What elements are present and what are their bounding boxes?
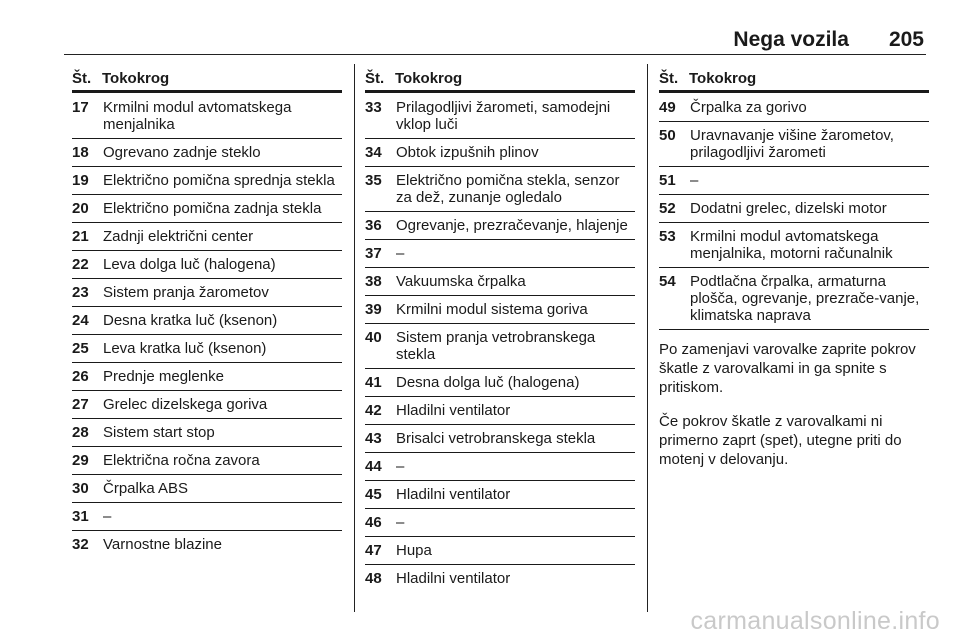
fuse-list <box>659 93 929 330</box>
fuse-number: 23 <box>72 284 89 301</box>
fuse-table-column-3 <box>659 66 929 484</box>
column-divider <box>354 64 355 612</box>
circuit-name: Sistem start stop <box>103 424 215 441</box>
section-title: Nega vozila <box>733 28 849 51</box>
table-row <box>659 195 929 223</box>
circuit-name: Leva kratka luč (ksenon) <box>103 340 267 357</box>
table-row <box>72 223 342 251</box>
circuit-name: – <box>396 245 405 262</box>
table-row <box>365 296 635 324</box>
circuit-name: Električno pomična sprednja stekla <box>103 172 335 189</box>
table-row <box>72 503 342 531</box>
page-number: 205 <box>888 28 924 51</box>
table-header <box>365 66 635 93</box>
header-num: Št. <box>72 69 92 87</box>
circuit-name: Hupa <box>396 542 432 559</box>
circuit-name: Varnostne blazine <box>103 536 222 553</box>
table-row <box>365 565 635 592</box>
fuse-number: 50 <box>659 127 676 144</box>
fuse-number: 21 <box>72 228 89 245</box>
table-row <box>72 419 342 447</box>
circuit-name: Črpalka ABS <box>103 480 189 497</box>
fuse-list <box>365 93 635 592</box>
circuit-name: Električno pomična zadnja stekla <box>103 200 322 217</box>
fuse-table-column-2 <box>365 66 635 592</box>
header-num: Št. <box>365 69 385 87</box>
fuse-number: 25 <box>72 340 89 357</box>
fuse-number: 46 <box>365 514 382 531</box>
fuse-number: 53 <box>659 228 676 245</box>
table-header <box>72 66 342 93</box>
fuse-number: 30 <box>72 480 89 497</box>
fuse-number: 32 <box>72 536 89 553</box>
table-row <box>72 307 342 335</box>
circuit-name: Krmilni modul sistema goriva <box>396 301 588 318</box>
circuit-name: Ogrevanje, prezračevanje, hlajenje <box>396 217 628 234</box>
table-row <box>365 268 635 296</box>
circuit-name: – <box>690 172 699 189</box>
warning-paragraph: Če pokrov škatle z varovalkami ni primerno zaprt (spet), utegne priti do motenj v delovanju. <box>659 413 902 468</box>
circuit-name: Ogrevano zadnje steklo <box>103 144 261 161</box>
table-row <box>365 93 635 139</box>
table-row <box>365 324 635 369</box>
table-row <box>72 139 342 167</box>
fuse-number: 29 <box>72 452 89 469</box>
circuit-name: Hladilni ventilator <box>396 486 511 503</box>
fuse-number: 18 <box>72 144 89 161</box>
circuit-name: – <box>103 508 112 525</box>
table-row <box>365 537 635 565</box>
table-row <box>72 251 342 279</box>
circuit-name: Vakuumska črpalka <box>396 273 526 290</box>
fuse-number: 51 <box>659 172 676 189</box>
circuit-name: Sistem pranja žarometov <box>103 284 269 301</box>
fuse-number: 47 <box>365 542 382 559</box>
circuit-name: – <box>396 514 405 531</box>
circuit-name: Električna ročna zavora <box>103 452 260 469</box>
circuit-name: Brisalci vetrobranskega stekla <box>396 430 596 447</box>
fuse-table-column-1 <box>72 66 342 558</box>
fuse-number: 31 <box>72 508 89 525</box>
table-row <box>659 223 929 268</box>
table-row <box>365 425 635 453</box>
fuse-number: 34 <box>365 144 382 161</box>
circuit-name: Leva dolga luč (halogena) <box>103 256 276 273</box>
fuse-number: 28 <box>72 424 89 441</box>
fuse-number: 42 <box>365 402 382 419</box>
fuse-number: 39 <box>365 301 382 318</box>
fuse-number: 48 <box>365 570 382 587</box>
header-circuit: Tokokrog <box>102 69 170 87</box>
fuse-number: 45 <box>365 486 382 503</box>
column-divider <box>647 64 648 612</box>
table-row <box>72 335 342 363</box>
fuse-number: 44 <box>365 458 382 475</box>
circuit-name: Desna kratka luč (ksenon) <box>103 312 278 329</box>
fuse-number: 37 <box>365 245 382 262</box>
circuit-name: Uravnavanje višine žarometov, prilagodljivi žarometi <box>690 127 894 161</box>
header-circuit: Tokokrog <box>395 69 463 87</box>
fuse-number: 36 <box>365 217 382 234</box>
table-row <box>659 167 929 195</box>
table-row <box>365 240 635 268</box>
circuit-name: Prednje meglenke <box>103 368 224 385</box>
table-row <box>365 167 635 212</box>
table-row <box>365 397 635 425</box>
table-header <box>659 66 929 93</box>
circuit-name: Sistem pranja vetrobranskega stekla <box>396 329 596 363</box>
header-num: Št. <box>659 69 679 87</box>
circuit-name: Krmilni modul avtomatskega menjalnika <box>103 99 292 133</box>
fuse-list <box>72 93 342 558</box>
fuse-number: 38 <box>365 273 382 290</box>
fuse-number: 33 <box>365 99 382 116</box>
table-row <box>72 531 342 558</box>
fuse-number: 22 <box>72 256 89 273</box>
fuse-number: 24 <box>72 312 89 329</box>
circuit-name: Grelec dizelskega goriva <box>103 396 268 413</box>
circuit-name: Obtok izpušnih plinov <box>396 144 539 161</box>
fuse-number: 54 <box>659 273 676 290</box>
circuit-name: Krmilni modul avtomatskega menjalnika, motorni računalnik <box>690 228 893 262</box>
table-row <box>72 391 342 419</box>
fuse-number: 27 <box>72 396 89 413</box>
table-row <box>72 195 342 223</box>
table-row <box>365 509 635 537</box>
circuit-name: Hladilni ventilator <box>396 570 511 587</box>
circuit-name: Črpalka za gorivo <box>690 99 807 116</box>
table-row <box>659 93 929 122</box>
instruction-paragraph: Po zamenjavi varovalke zaprite pokrov škatle z varovalkami in ga spnite s pritiskom. <box>659 341 916 396</box>
table-row <box>72 167 342 195</box>
fuse-number: 35 <box>365 172 382 189</box>
table-row <box>72 363 342 391</box>
circuit-name: Podtlačna črpalka, armaturna plošča, ogrevanje, prezrače-vanje, klimatska naprava <box>690 273 920 324</box>
table-row <box>659 268 929 330</box>
fuse-number: 19 <box>72 172 89 189</box>
fuse-number: 41 <box>365 374 382 391</box>
page-header <box>733 28 924 54</box>
table-row <box>365 139 635 167</box>
header-circuit: Tokokrog <box>689 69 757 87</box>
circuit-name: – <box>396 458 405 475</box>
fuse-number: 43 <box>365 430 382 447</box>
table-row <box>72 475 342 503</box>
table-row <box>365 453 635 481</box>
table-row <box>72 93 342 139</box>
fuse-number: 26 <box>72 368 89 385</box>
header-rule <box>64 54 926 55</box>
table-row <box>72 279 342 307</box>
circuit-name: Hladilni ventilator <box>396 402 511 419</box>
circuit-name: Prilagodljivi žarometi, samodejni vklop luči <box>396 99 611 133</box>
table-row <box>72 447 342 475</box>
table-row <box>659 122 929 167</box>
circuit-name: Dodatni grelec, dizelski motor <box>690 200 887 217</box>
table-row <box>365 212 635 240</box>
table-row <box>365 369 635 397</box>
fuse-number: 49 <box>659 99 676 116</box>
fuse-number: 17 <box>72 99 89 116</box>
circuit-name: Desna dolga luč (halogena) <box>396 374 580 391</box>
table-row <box>365 481 635 509</box>
circuit-name: Električno pomična stekla, senzor za dež, zunanje ogledalo <box>396 172 620 206</box>
circuit-name: Zadnji električni center <box>103 228 254 245</box>
fuse-number: 20 <box>72 200 89 217</box>
fuse-number: 52 <box>659 200 676 217</box>
watermark: carmanualsonline.info <box>690 607 940 635</box>
fuse-number: 40 <box>365 329 382 346</box>
